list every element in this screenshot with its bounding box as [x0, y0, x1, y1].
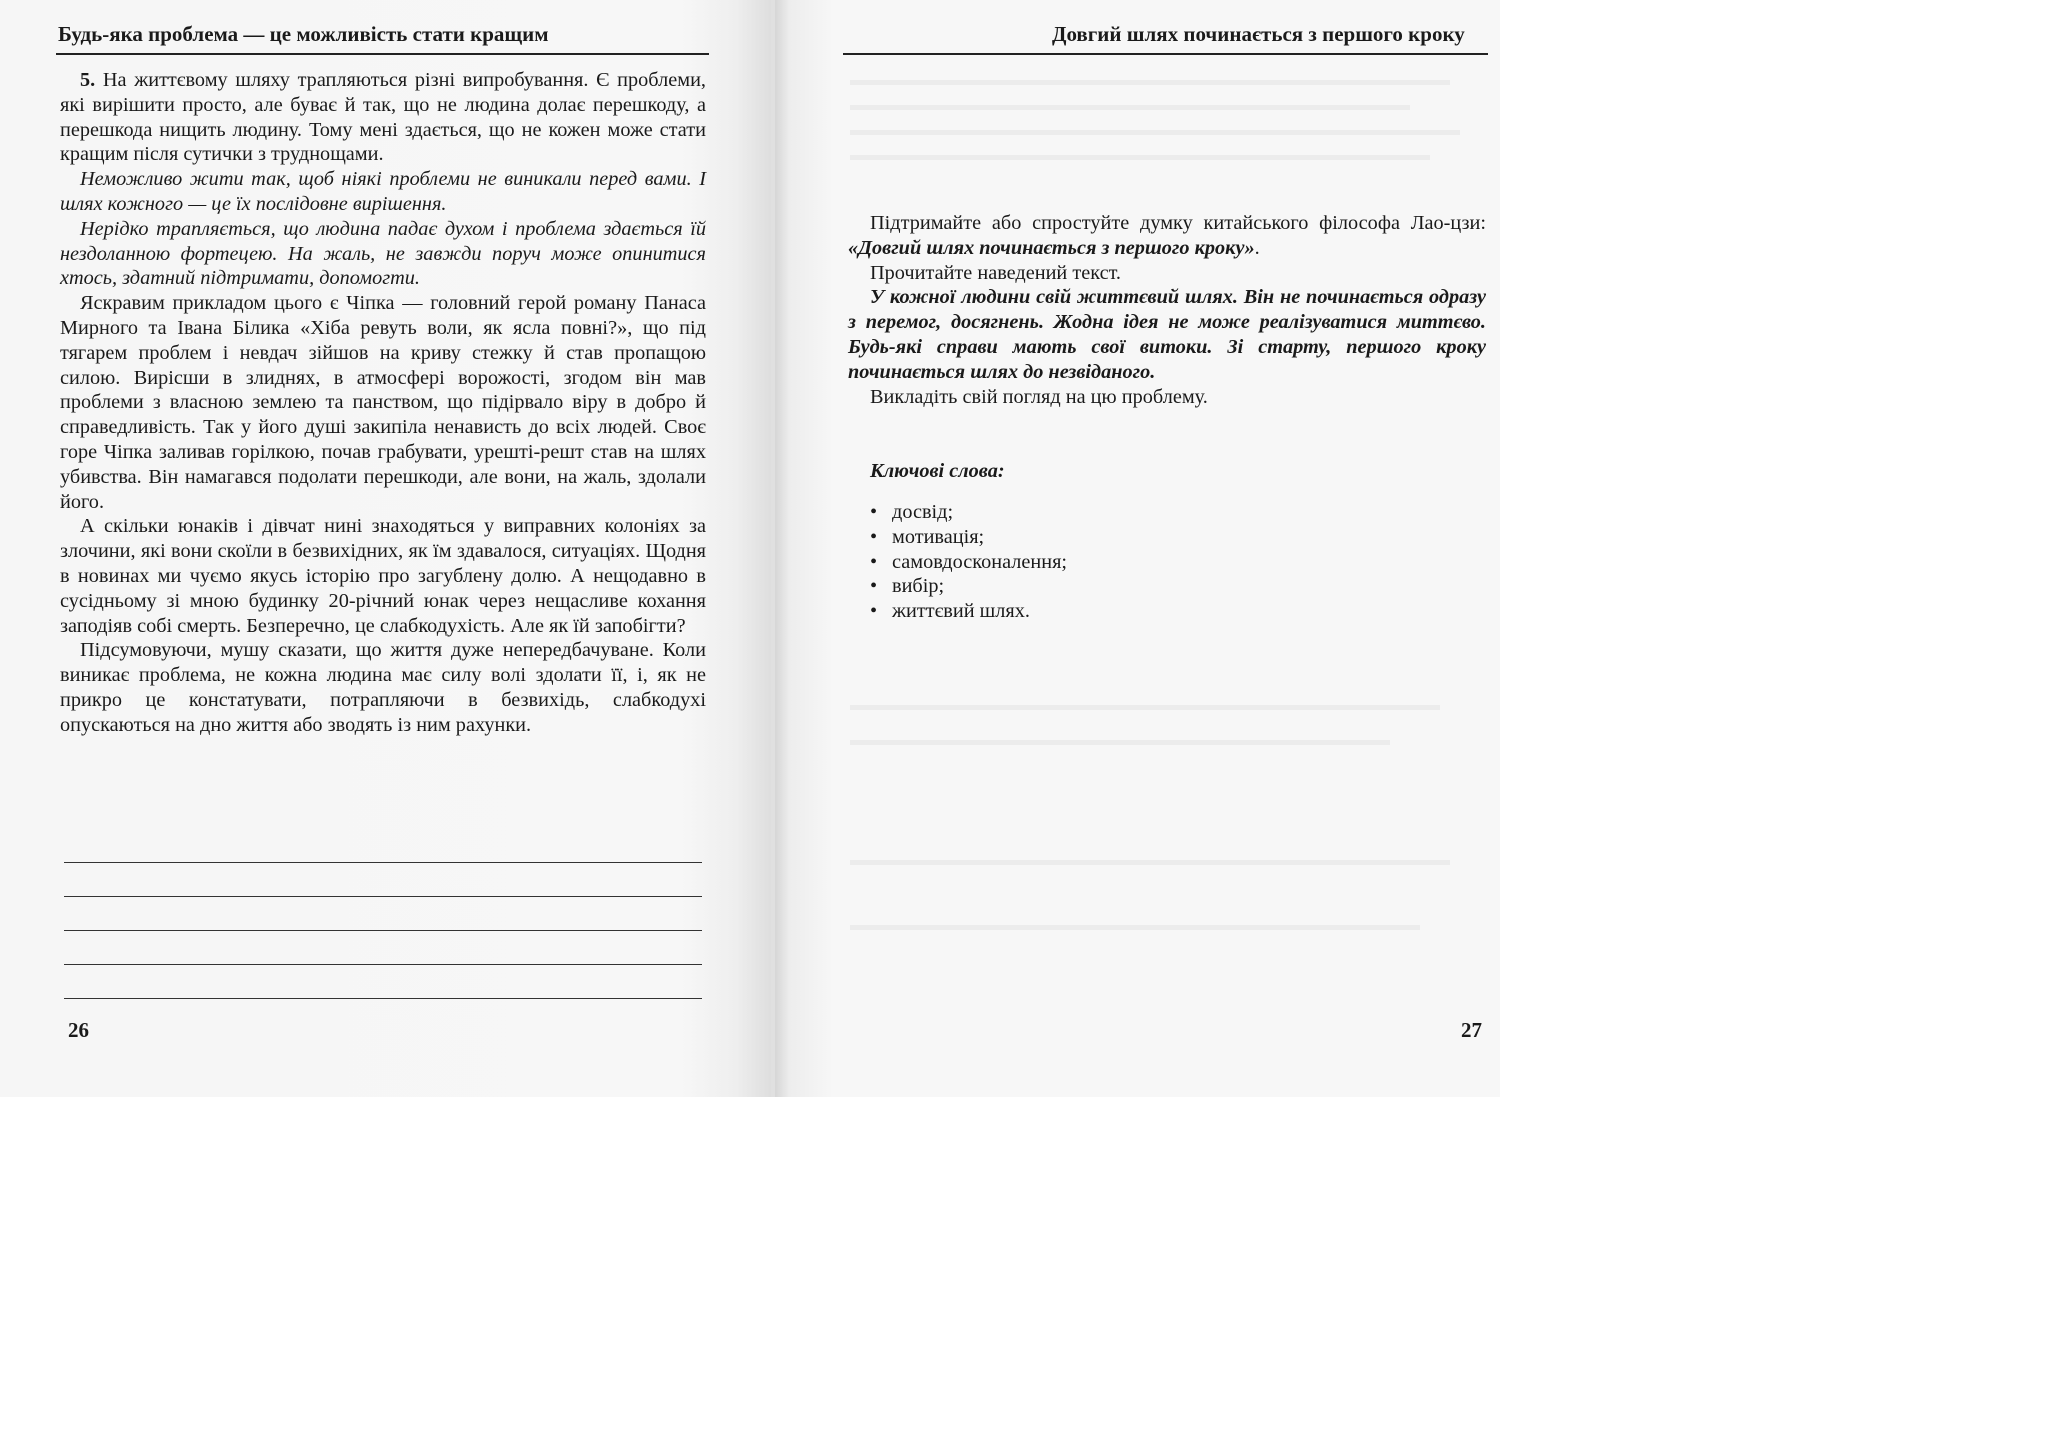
- writing-line: [64, 896, 702, 897]
- keyword-item: • досвід;: [870, 500, 1067, 525]
- paragraph-1-text: На життєвому шляху трапляються різні випробування. Є проблеми, які вирішити просто, але буває й так, що не людина долає перешкоду, а перешкода нищить людину. Тому мені здається, що не кожен може стати кращим після сутички з труднощами.: [60, 69, 706, 166]
- paragraph-1: [60, 68, 706, 167]
- paragraph-5: А скільки юнаків і дівчат нині знаходяться у виправних колоніях за злочини, які вони скоїли в безвихідних, як їм здавалося, ситуаціях. Щодня в новинах ми чуємо якусь історію про загублену долю. А нещодавно в сусідньому зі мною будинку 20-річний юнак через нещасливе кохання заподіяв собі смерть. Безперечно, це слабкодухість. Але як їй запобігти?: [60, 515, 706, 637]
- bleed-through: [850, 80, 1450, 85]
- paragraph-4: Яскравим прикладом цього є Чіпка — головний герой роману Панаса Мирного та Івана Білика «Хіба ревуть воли, як ясла повні?», що під тягарем проблем і невдач зійшов на криву стежку й став пропащою силою. Виріcши в злиднях, в атмосфері ворожості, згодом він мав проблеми з власною землею та панством, що підірвало віру в добро й справедливість. Так у його душі закипіла ненависть до всіх людей. Своє горе Чіпка заливав горілкою, почав грабувати, урешті-решт став на шлях убивства. Він намагався подолати перешкоди, але вони, на жаль, здолали його.: [60, 292, 706, 513]
- bleed-through: [850, 130, 1460, 135]
- laozi-quote: «Довгий шлях починається з першого кроку»: [848, 236, 1255, 259]
- paragraph-2: Неможливо жити так, щоб ніякі проблеми не виникали перед вами. І шлях кожного — це їх послідовне вирішення.: [60, 168, 706, 215]
- writing-line: [64, 930, 702, 931]
- right-page-header: Довгий шлях починається з першого кроку: [1052, 22, 1465, 46]
- keywords-title: Ключові слова:: [870, 460, 1005, 482]
- keywords-list: [870, 500, 1067, 624]
- bleed-through: [850, 105, 1410, 110]
- quote-end: .: [1254, 236, 1260, 259]
- bleed-through: [850, 705, 1440, 710]
- bleed-through: [850, 925, 1420, 930]
- keyword-item: • самовдосконалення;: [870, 550, 1067, 575]
- paragraph-3: Нерідко трапляється, що людина падає духом і проблема здається їй нездоланною фортецею. На жаль, не завжди поруч може опинитися хтось, здатний підтримати, допомогти.: [60, 217, 706, 290]
- left-header-rule: [56, 53, 709, 55]
- writing-line: [64, 998, 702, 999]
- read-instruction: Прочитайте наведений текст.: [870, 261, 1121, 284]
- right-page-number: 27: [1461, 1018, 1482, 1042]
- paragraph-6: Підсумовуючи, мушу сказати, що життя дуже непередбачуване. Коли виникає проблема, не кожна людина має силу волі здолати її, і, як не прикро це констатувати, потрапляючи в безвихідь, слабкодухі опускаються на дно життя або зводять із ним рахунки.: [60, 639, 706, 736]
- keyword-item: • вибір;: [870, 574, 1067, 599]
- writing-line: [64, 862, 702, 863]
- keyword-item: • мотивація;: [870, 525, 1067, 550]
- left-page-header: Будь-яка проблема — це можливість стати кращим: [58, 22, 549, 46]
- task-instruction: Викладіть свій погляд на цю проблему.: [870, 385, 1208, 408]
- left-page: [0, 0, 775, 1097]
- left-page-number: 26: [68, 1018, 89, 1042]
- task-prompt-text: Підтримайте або спростуйте думку китайського філософа Лао-цзи:: [870, 212, 1486, 234]
- writing-line: [64, 964, 702, 965]
- task-prompt: [848, 211, 1486, 261]
- bleed-through: [850, 860, 1450, 865]
- task-number: 5.: [80, 69, 96, 91]
- right-header-rule: [843, 53, 1488, 55]
- bleed-through: [850, 155, 1430, 160]
- bleed-through: [850, 740, 1390, 745]
- left-page-text: [60, 68, 706, 738]
- reading-text: У кожної людини свій життєвий шлях. Він не починається одразу з перемог, досягнень. Жодна ідея не може реалізуватися миттєво. Будь-які справи мають свої витоки. Зі старту, першого кроку починається шлях до незвіданого.: [848, 286, 1486, 383]
- right-page-text: [848, 211, 1486, 409]
- keyword-item: • життєвий шлях.: [870, 599, 1067, 624]
